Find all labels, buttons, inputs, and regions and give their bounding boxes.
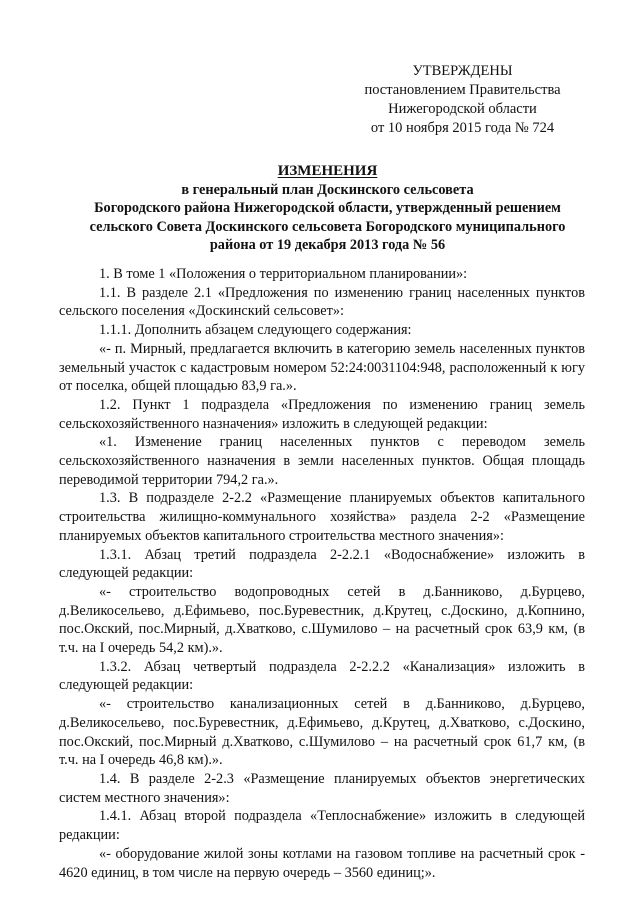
paragraph: «- оборудование жилой зоны котлами на газовом топливе на расчетный срок - 4620 единиц, в том числе на первую очередь – 3560 единиц;». [59, 845, 585, 881]
title-line: Богородского района Нижегородской области, утвержденный решением [94, 200, 561, 217]
paragraph: «- п. Мирный, предлагается включить в категорию земель населенных пунктов земельный участок с кадастровым номером 52:24:0031104:948, расположенный к югу от поселка, общей площадью 83,9 га.». [59, 340, 585, 395]
paragraph: 1. В томе 1 «Положения о территориальном планировании»: [99, 266, 468, 282]
title-line: в генеральный план Доскинского сельсовета [181, 181, 474, 198]
paragraph: «- строительство канализационных сетей в д.Банниково, д.Бурцево, д.Великосельево, пос.Буревестник, д.Ефимьево, д.Крутец, д.Хватково, с.Доскино, пос.Окский, пос.Мирный д.Хватково, с.Шумилово – на расчетный срок 61,7 км, (в т.ч. на I очередь 46,8 км).». [59, 696, 585, 769]
paragraph: 1.2. Пункт 1 подраздела «Предложения по изменению границ земель сельскохозяйственного назначения» изложить в следующей редакции: [59, 396, 585, 432]
paragraph: 1.4.1. Абзац второй подраздела «Теплоснабжение» изложить в следующей редакции: [59, 808, 585, 844]
approval-block [330, 62, 595, 138]
approval-line: постановлением Правительства [364, 82, 561, 98]
title-line: сельского Совета Доскинского сельсовета Богородского муниципального [89, 218, 566, 235]
paragraph: 1.3.1. Абзац третий подраздела 2-2.2.1 «Водоснабжение» изложить в следующей редакции: [59, 546, 585, 582]
approval-date-line: от 10 ноября 2015 года № 724 [370, 120, 555, 136]
title-line: района от 19 декабря 2013 года № 56 [209, 237, 446, 254]
title-main: ИЗМЕНЕНИЯ [277, 163, 378, 179]
paragraph: 1.4. В разделе 2-2.3 «Размещение планируемых объектов энергетических систем местного значения»: [59, 770, 585, 806]
paragraph: 1.1.1. Дополнить абзацем следующего содержания: [99, 322, 412, 339]
approval-line: Нижегородской области [388, 101, 537, 117]
paragraph: 1.3.2. Абзац четвертый подраздела 2-2.2.2 «Канализация» изложить в следующей редакции: [59, 658, 585, 694]
document-title [55, 162, 600, 255]
paragraph: 1.3. В подразделе 2-2.2 «Размещение планируемых объектов капитального строительства жилищно-коммунального хозяйства» раздела 2-2 «Размещение планируемых объектов капитального строительства местного значения»: [59, 490, 585, 544]
paragraph: «- строительство водопроводных сетей в д.Банниково, д.Бурцево, д.Великосельево, д.Ефимьево, пос.Буревестник, д.Крутец, с.Доскино, д.Копнино, пос.Окский, пос.Мирный, д.Хватково, с.Шумилово – на расчетный срок 63,9 км, (в т.ч. на I очередь 54,2 км).». [59, 583, 585, 657]
paragraph: 1.1. В разделе 2.1 «Предложения по изменению границ населенных пунктов сельского поселения «Доскинский сельсовет»: [59, 284, 585, 320]
paragraph: «1. Изменение границ населенных пунктов с переводом земель сельскохозяйственного назначения в земли населенных пунктов. Общая площадь переводимой территории 794,2 га.». [59, 434, 585, 488]
document-body [59, 265, 585, 882]
approval-heading: УТВЕРЖДЕНЫ [412, 63, 513, 79]
